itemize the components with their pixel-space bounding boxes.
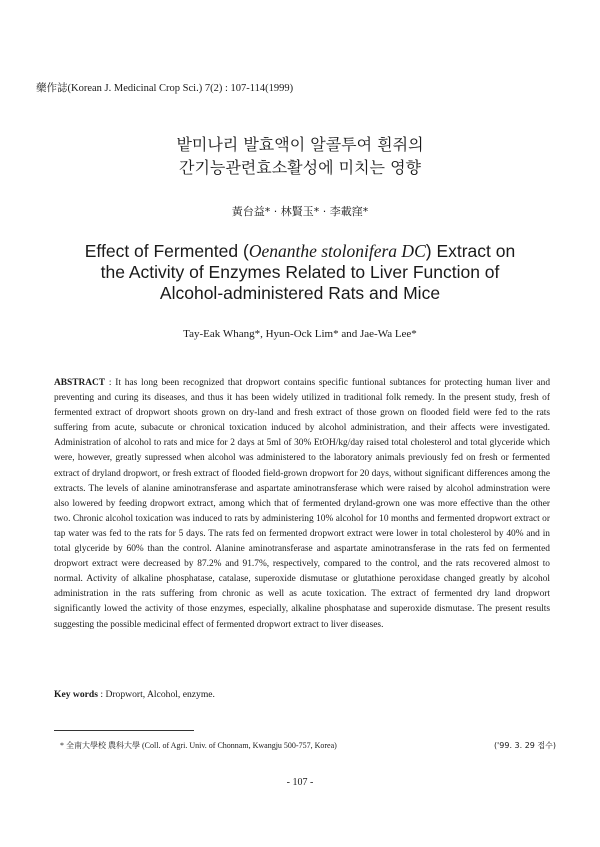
korean-title [0,133,600,179]
korean-authors: 黃台益* · 林賢玉* · 李載窪* [231,205,369,218]
korean-title-line-2: 간기능관련효소활성에 미치는 영향 [178,158,421,177]
keywords-label: Key words [54,689,98,700]
english-title [0,241,600,304]
english-title-line-1 [0,241,600,262]
species-name: Oenanthe stolonifera DC [248,241,426,261]
journal-citation: 藥作誌(Korean J. Medicinal Crop Sci.) 7(2) : 107-114(1999) [36,83,294,94]
abstract [54,376,550,633]
english-title-part-1: Effect of Fermented ( [84,241,249,261]
abstract-text: : It has long been recognized that dropwort contains specific funtional subtances for protecting human liver and preventing and curing its diseases, and thus it has been widely utilized in traditional folk remedy. In the present study, fresh of fermented extract of dropwort shoots grown on dry-land and fresh extract of those grown on flooded field were fed to the rats suffering from acute, subacute or chronical toxication induced by alcohol administration, and their affects were investigated. Administration of alcohol to rats and mice for 2 days at 5ml of 30% EtOH/kg/day raised total cholesterol and total glyceride which were, however, greatly supressed when alcohol was administered to the laboratory animals previously fed on fresh or fermented extract of dryland dropwort, or fresh extract of flooded field-grown dropwort for 20 days, without significant differences among the extracts. The levels of alanine aminotransferase and aspartate aminotransferase which were raised by alcohol adminstration were also lowered by feeding dropwort extract, among which that of fermented dryland-grown one was more effective than the other two. Chronic alcohol toxication was induced to rats by administering 10% alcohol for 10 months and fermented dropwort extract or tap water was fed to the rats for 5 days. The rats fed on fermented dropwort extract were lower in total cholesterol by 40% and in total glyceride by 60% than the control. Alanine aminotransferase and aspartate aminotransferase in the rats fed on fermented dropwort extract were decreased by 87.2% and 91.7%, respectively, compared to the control, and the rats recovered almost to normal. Activity of alkaline phosphatase, catalase, superoxide dismutase or glutathione peroxidase changed greatly by alcohol administration in the rats suffering from chronic as well as acute toxication. The extract of fermented dry land dropwort significantly lowed the activity of those enzymes, especially, alkaline phosphatase and superoxide dismutase. The present results suggesting the possible medicinal effect of fermented dropwort extract to liver diseases. [54,378,551,630]
english-title-line-3: Alcohol-administered Rats and Mice [159,283,441,303]
affiliation-footnote: * 全南大學校 農科大學 (Coll. of Agri. Univ. of Chonnam, Kwangju 500-757, Korea) [60,741,337,750]
english-title-part-2: ) Extract on [425,241,516,261]
abstract-label: ABSTRACT [54,378,106,388]
english-title-line-2: the Activity of Enzymes Related to Liver Function of [100,262,500,282]
received-date: ('99. 3. 29 접수) [493,741,556,750]
keywords [54,689,215,700]
english-authors: Tay-Eak Whang*, Hyun-Ock Lim* and Jae-Wa Lee* [183,328,417,340]
keywords-text: : Dropwort, Alcohol, enzyme. [100,689,215,700]
korean-title-line-1: 밭미나리 발효액이 알콜투여 흰쥐의 [176,135,424,154]
footnote-divider [54,730,194,731]
page-number: - 107 - [286,777,314,788]
